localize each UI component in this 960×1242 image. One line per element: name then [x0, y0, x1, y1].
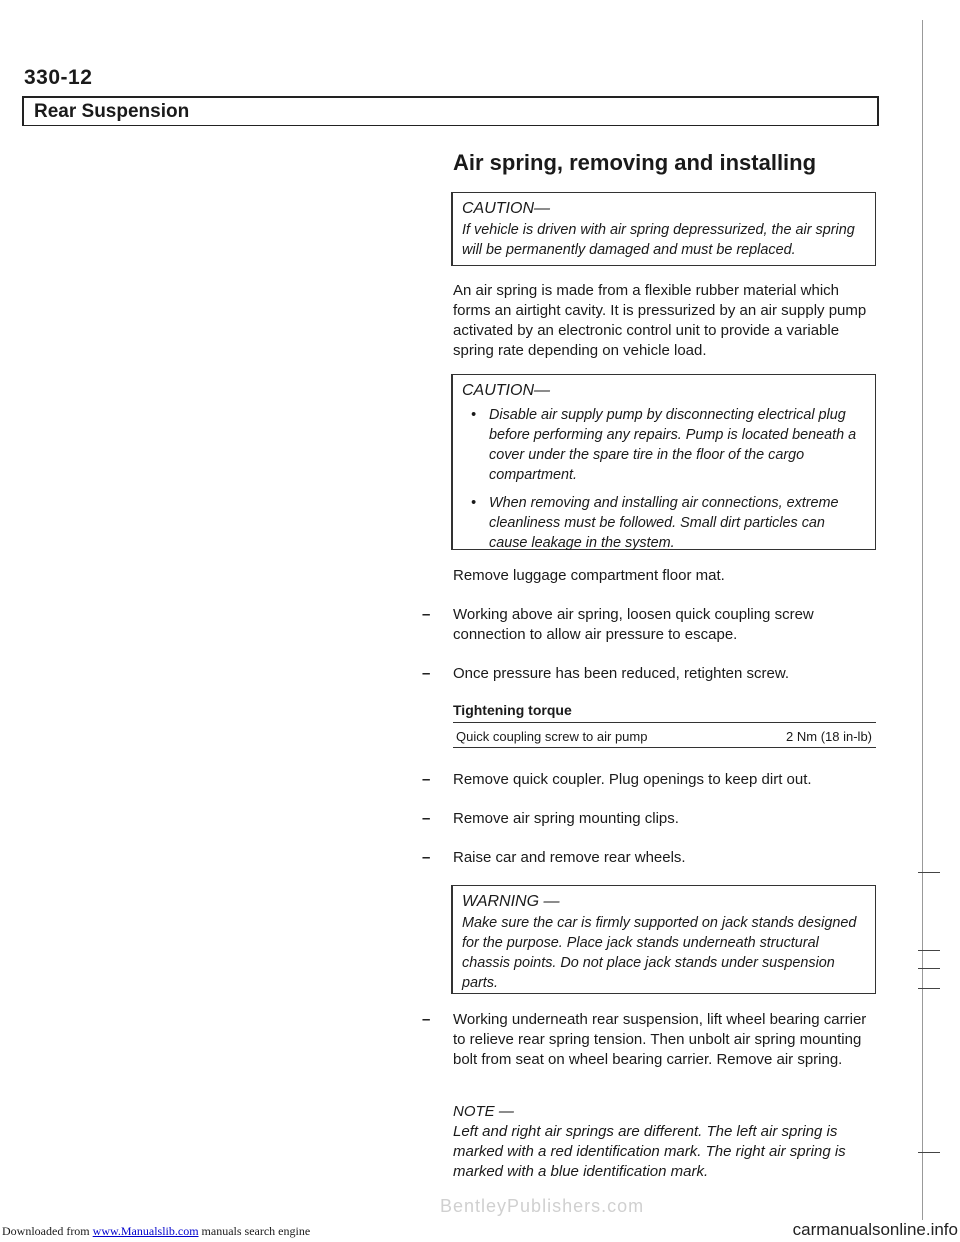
footer-download-note: Downloaded from www.Manualslib.com manuals search engine	[2, 1224, 311, 1238]
torque-table	[453, 722, 876, 748]
warning-box	[451, 885, 876, 994]
dash-icon: –	[422, 771, 431, 788]
dash-icon: –	[422, 606, 431, 623]
footer-site-name: carmanualsonline.info	[792, 1220, 958, 1239]
watermark: BentleyPublishers.com	[440, 1196, 645, 1216]
note-block	[453, 1102, 883, 1182]
procedure-step: – Raise car and remove rear wheels.	[422, 849, 686, 866]
procedure-step: – Working above air spring, loosen quick coupling screw connection to allow air pressure to escape.	[422, 606, 814, 643]
page-number: 330-12	[24, 66, 93, 89]
dash-icon: –	[422, 1011, 431, 1028]
intro-paragraph: An air spring is made from a flexible rubber material which forms an airtight cavity. It is pressurized by an air supply pump activated by an electronic control unit to provide a variable spring rate depending on vehicle load.	[453, 282, 867, 359]
manualslib-link[interactable]: www.Manualslib.com	[92, 1224, 199, 1238]
caution-bullet-list	[462, 405, 867, 553]
caution-bullet: • When removing and installing air connections, extreme cleanliness must be followed. Small dirt particles can cause leakage in the system.	[471, 495, 839, 551]
remove-mat-paragraph: Remove luggage compartment floor mat.	[453, 567, 725, 584]
caution-title: CAUTION—	[462, 200, 550, 217]
footer	[0, 1220, 960, 1242]
caution-text: If vehicle is driven with air spring depressurized, the air spring will be permanently damaged and must be replaced.	[462, 222, 855, 258]
margin-marks	[912, 0, 952, 1242]
section-title: Rear Suspension	[34, 101, 190, 122]
caution-bullet: • Disable air supply pump by disconnecting electrical plug before performing any repairs. Pump is located beneath a cover under the spare tire in the floor of the cargo compartment.	[471, 407, 857, 483]
caution-box-2	[451, 374, 876, 550]
dash-icon: –	[422, 810, 431, 827]
dash-icon: –	[422, 849, 431, 866]
warning-text: Make sure the car is firmly supported on jack stands designed for the purpose. Place jack stands underneath structural chassis points. Do not place jack stands under suspension parts.	[462, 915, 857, 991]
torque-title: Tightening torque	[453, 702, 572, 718]
bullet-icon: •	[471, 495, 477, 511]
note-title: NOTE —	[453, 1103, 514, 1120]
page-heading: Air spring, removing and installing	[453, 150, 817, 175]
procedure-step: – Once pressure has been reduced, retighten screw.	[422, 665, 790, 682]
procedure-step: – Working underneath rear suspension, lift wheel bearing carrier to relieve rear spring tension. Then unbolt air spring mounting bolt from seat on wheel bearing carrier. Remove air spring.	[422, 1011, 867, 1068]
note-text: Left and right air springs are different. The left air spring is marked with a red identification mark. The right air spring is marked with a blue identification mark.	[453, 1123, 846, 1180]
section-header	[22, 96, 879, 126]
torque-item: Quick coupling screw to air pump	[456, 729, 648, 744]
dash-icon: –	[422, 665, 431, 682]
procedure-step: – Remove quick coupler. Plug openings to keep dirt out.	[422, 771, 812, 788]
warning-title: WARNING —	[462, 893, 560, 910]
procedure-step: – Remove air spring mounting clips.	[422, 810, 679, 827]
caution-box-1	[451, 192, 876, 266]
torque-value: 2 Nm (18 in-lb)	[786, 729, 872, 744]
bullet-icon: •	[471, 407, 477, 423]
caution-title: CAUTION—	[462, 382, 550, 399]
